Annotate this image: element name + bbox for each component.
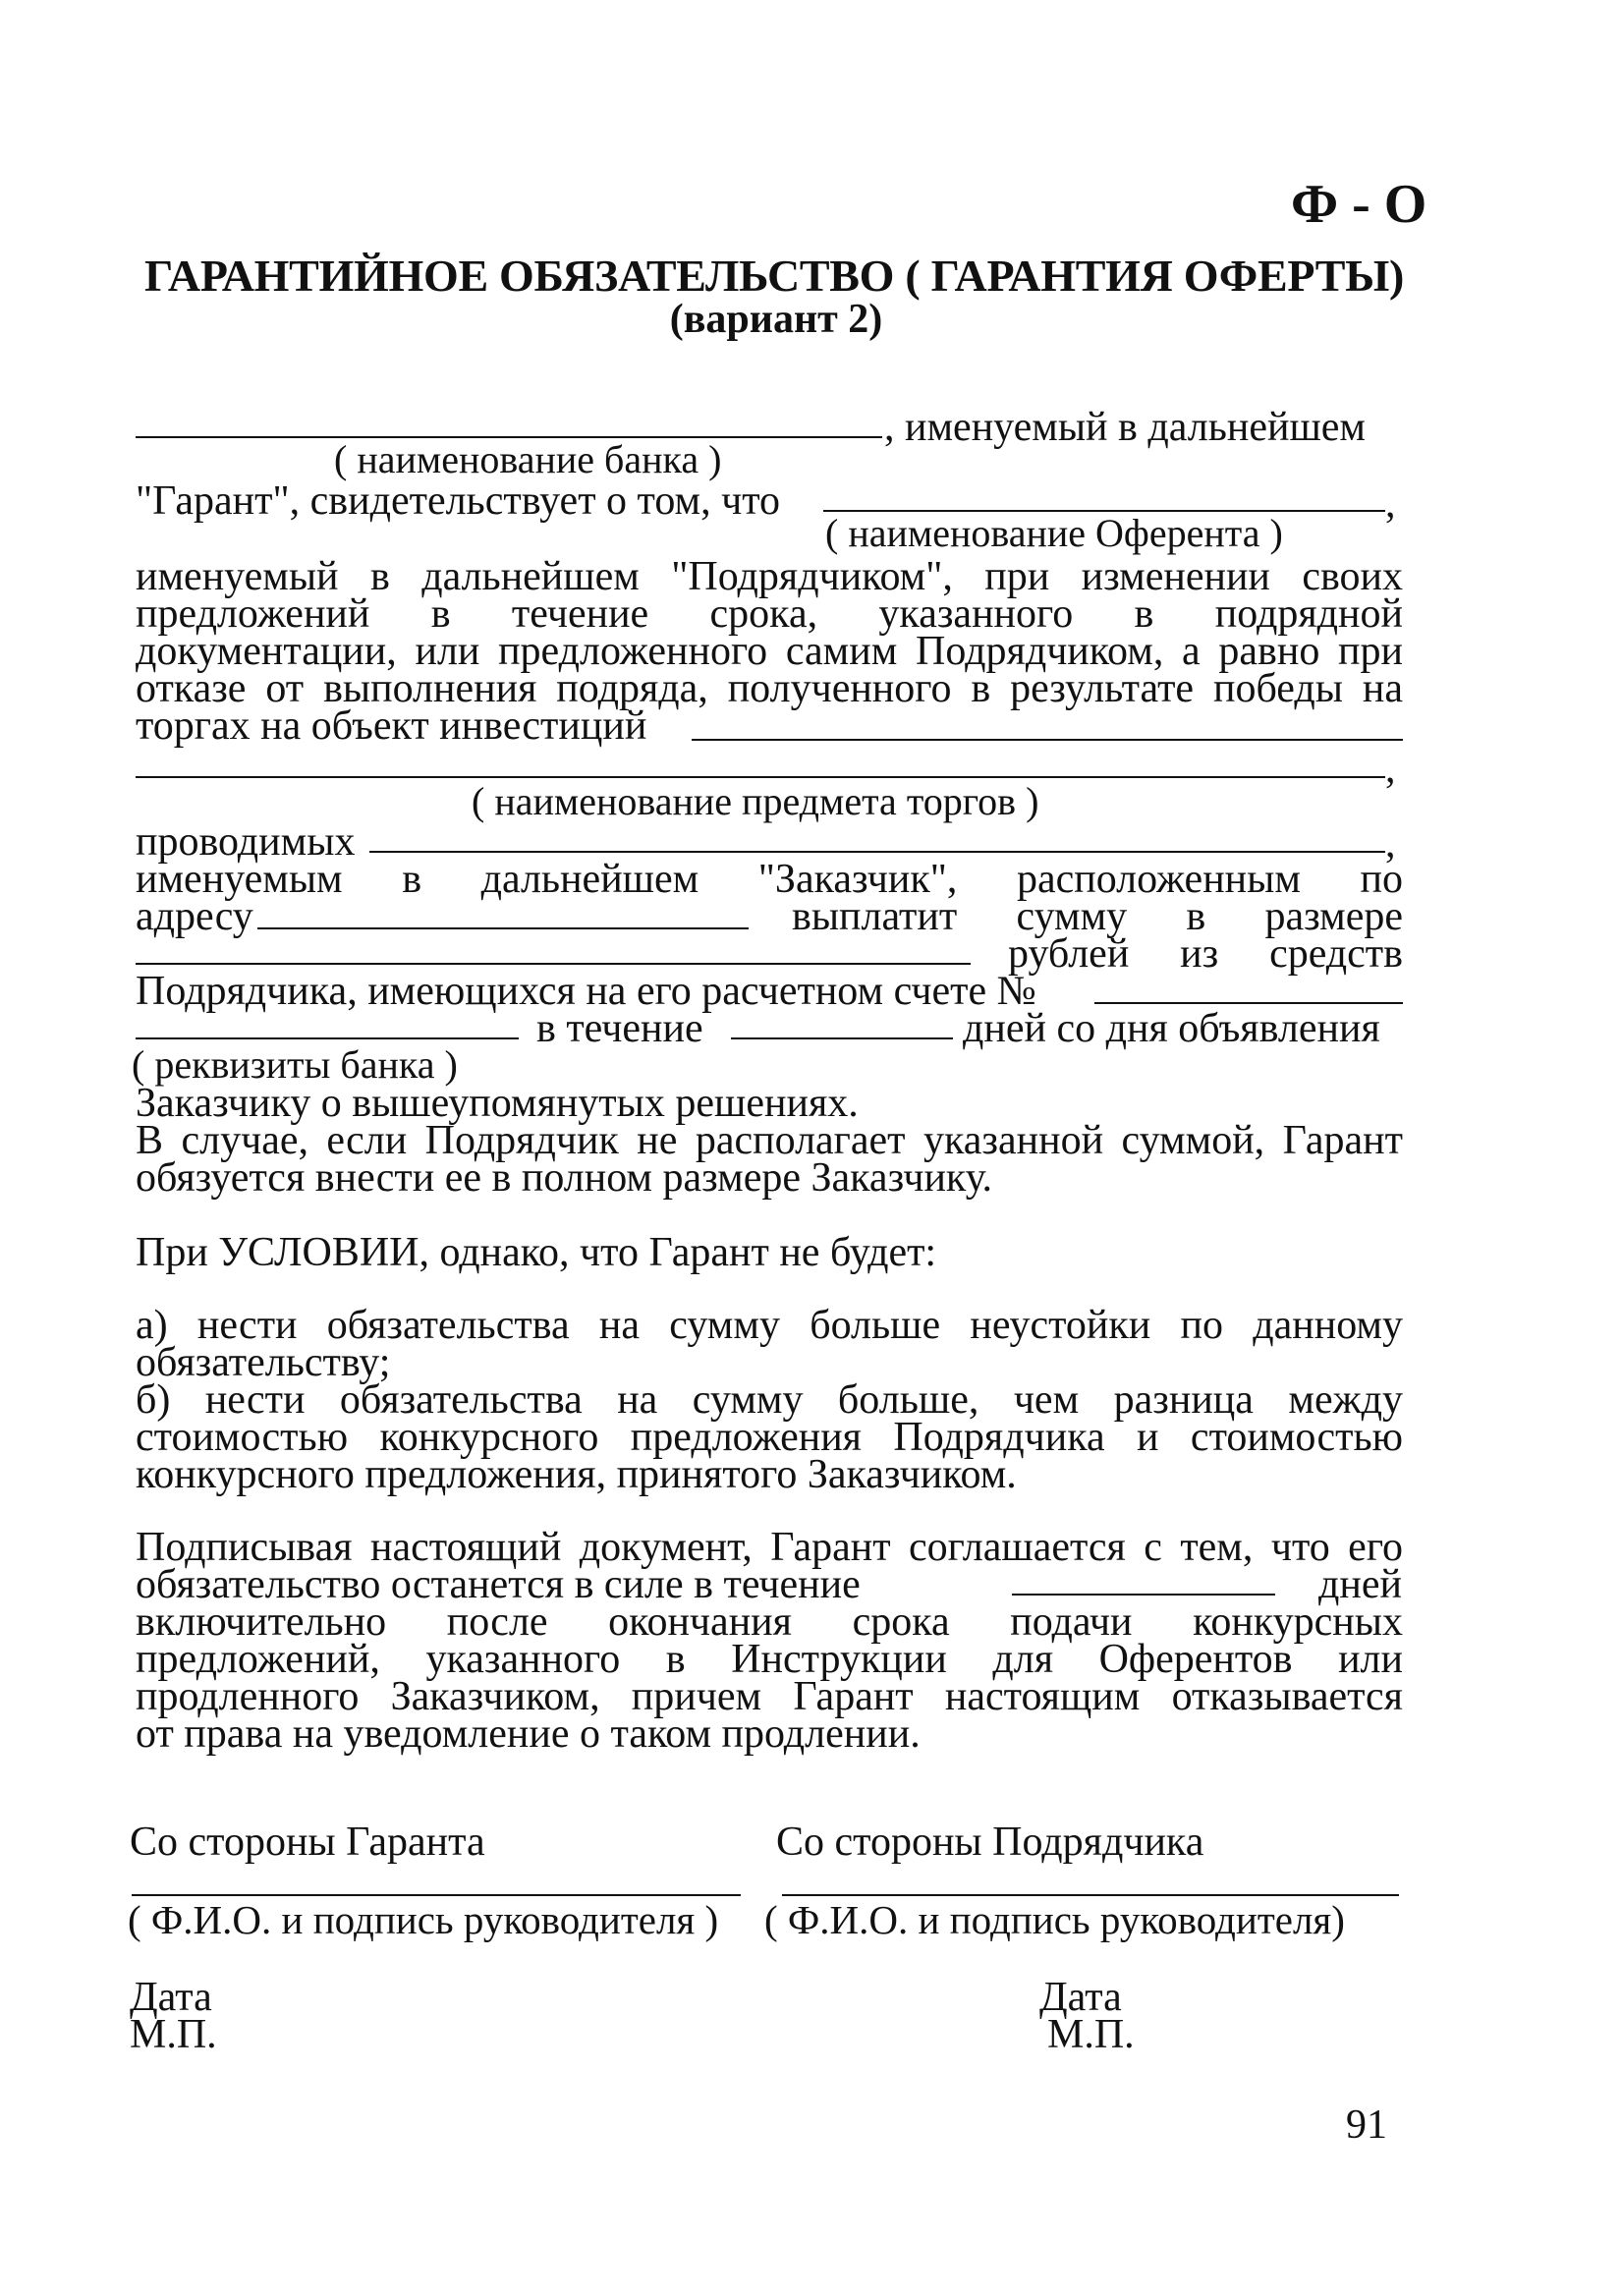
customer-line: именуемым в дальнейшем "Заказчик", расположенным по	[136, 857, 1403, 902]
address-blank	[257, 927, 749, 929]
signing-line: Подписывая настоящий документ, Гарант соглашается с тем, что его	[136, 1525, 1403, 1570]
condition-heading: При УСЛОВИИ, однако, что Гарант не будет:	[136, 1230, 937, 1275]
guarantor-certifies-text: "Гарант", свидетельствует о том, что	[136, 478, 781, 524]
body-line: отказе от выполнения подряда, полученного в результате победы на	[136, 666, 1403, 711]
form-code: Ф - О	[1291, 174, 1427, 235]
conducted-label: проводимых	[136, 819, 356, 865]
condition-b-line: конкурсного предложения, принятого Заказчиком.	[136, 1452, 1017, 1497]
amount-blank	[136, 963, 971, 965]
comma: ,	[1385, 481, 1396, 527]
rubles-from-text: рублей из средств	[1008, 931, 1403, 977]
address-label: адресу	[136, 894, 253, 939]
named-hereinafter-text: , именуемый в дальнейшем	[884, 405, 1367, 450]
contractor-signature-hint: ( Ф.И.О. и подпись руководителя)	[764, 1897, 1345, 1942]
contractor-date-label: Дата	[1039, 1975, 1122, 2020]
document-subtitle: (вариант 2)	[669, 297, 883, 342]
offeror-name-hint: ( наименование Оферента )	[825, 511, 1283, 555]
bank-name-hint: ( наименование банка )	[334, 437, 722, 481]
condition-b-line: б) нести обязательства на сумму больше, чем разница между	[136, 1377, 1403, 1423]
days-text: дней	[1318, 1562, 1402, 1607]
guarantor-date-label: Дата	[130, 1975, 212, 2020]
days-blank	[731, 1037, 953, 1039]
signing-line: от права на уведомление о таком продлении.	[136, 1711, 921, 1757]
condition-a-line: а) нести обязательства на сумму больше неустойки по данному	[136, 1303, 1403, 1348]
condition-b-line: стоимостью конкурсного предложения Подрядчика и стоимостью	[136, 1415, 1403, 1460]
investment-object-label: торгах на объект инвестиций	[136, 703, 647, 749]
bank-details-blank	[136, 1037, 519, 1039]
to-customer-text: Заказчику о вышеупомянутых решениях.	[136, 1081, 859, 1126]
document-title: ГАРАНТИЙНОЕ ОБЯЗАТЕЛЬСТВО ( ГАРАНТИЯ ОФЕРТЫ)	[143, 251, 1405, 301]
signing-remains-text: обязательство останется в силе в течение	[136, 1562, 861, 1607]
guarantor-signature-hint: ( Ф.И.О. и подпись руководителя )	[128, 1897, 719, 1942]
contractor-signature-line	[782, 1894, 1399, 1896]
subject-hint: ( наименование предмета торгов )	[472, 779, 1039, 823]
signing-line: предложений, указанного в Инструкции для Оферентов или	[136, 1637, 1403, 1682]
comma: ,	[1385, 821, 1396, 867]
body-line: документации, или предложенного самим Подрядчиком, а равно при	[136, 629, 1403, 674]
account-label: Подрядчика, имеющихся на его расчетном счете №	[136, 969, 1036, 1014]
contractor-side-label: Со стороны Подрядчика	[776, 1820, 1204, 1865]
days-from-announcement-text: дней со дня объявления	[963, 1006, 1380, 1051]
investment-object-blank	[692, 739, 1403, 741]
pays-amount-text: выплатит сумму в размере	[792, 894, 1403, 939]
bank-details-hint: ( реквизиты банка )	[132, 1042, 458, 1087]
body-line: предложений в течение срока, указанного в подрядной	[136, 591, 1403, 637]
account-number-blank	[1094, 1002, 1403, 1004]
guarantor-side-label: Со стороны Гаранта	[130, 1820, 485, 1865]
case-line: В случае, если Подрядчик не располагает указанной суммой, Гарант	[136, 1118, 1403, 1163]
signing-line: продленного Заказчиком, причем Гарант настоящим отказывается	[136, 1674, 1403, 1719]
page-number: 91	[1346, 2102, 1387, 2148]
validity-days-blank	[1012, 1594, 1275, 1596]
comma: ,	[1385, 747, 1396, 792]
contractor-stamp-label: М.П.	[1047, 2012, 1135, 2057]
signing-line: включительно после окончания срока подачи конкурсных	[136, 1599, 1403, 1645]
conducted-blank	[369, 851, 1385, 853]
case-line: обязуется внести ее в полном размере Заказчику.	[136, 1155, 993, 1201]
within-text: в течение	[536, 1006, 703, 1051]
guarantor-stamp-label: М.П.	[130, 2012, 217, 2057]
condition-a-line: обязательству;	[136, 1340, 391, 1385]
subject-blank	[136, 776, 1385, 778]
body-line: именуемый в дальнейшем "Подрядчиком", при изменении своих	[136, 554, 1403, 599]
guarantor-signature-line	[132, 1894, 741, 1896]
